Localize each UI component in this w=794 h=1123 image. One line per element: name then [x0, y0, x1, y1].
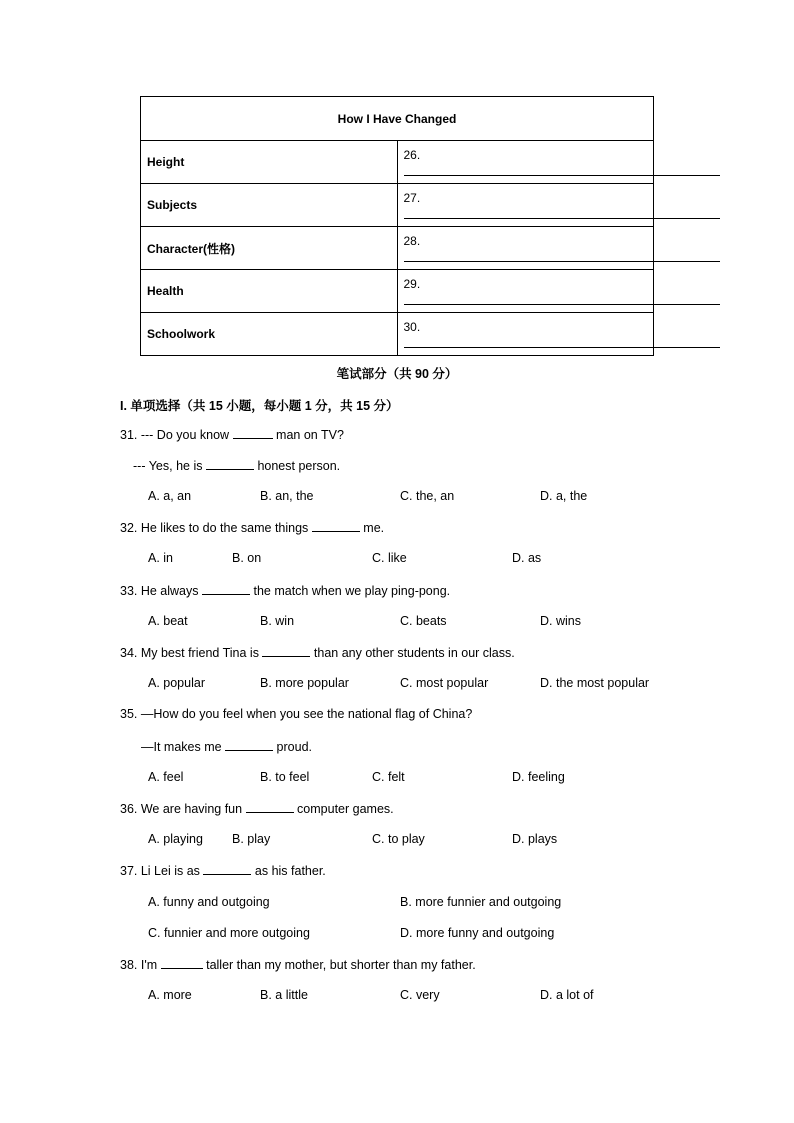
option-c[interactable]: C. beats: [400, 614, 447, 628]
question-text: man on TV?: [276, 428, 344, 442]
question-34: [120, 645, 515, 660]
table-row: [141, 227, 654, 270]
option-b[interactable]: B. play: [232, 832, 271, 846]
option-c[interactable]: C. the, an: [400, 489, 455, 503]
option-b[interactable]: B. an, the: [260, 489, 314, 503]
question-text: 36. We are having fun: [120, 802, 243, 816]
item-number: 27.: [403, 191, 421, 205]
option-a[interactable]: A. in: [148, 551, 174, 565]
answer-cell[interactable]: [397, 141, 654, 184]
option-b[interactable]: B. a little: [260, 988, 308, 1002]
item-number: 26.: [403, 148, 421, 162]
option-d[interactable]: D. more funny and outgoing: [400, 926, 555, 940]
table-row: [141, 141, 654, 184]
answer-blank[interactable]: [312, 520, 360, 532]
question-text: than any other students in our class.: [313, 646, 515, 660]
option-d[interactable]: D. a, the: [540, 489, 588, 503]
question-text: 37. Li Lei is as: [120, 864, 200, 878]
answer-blank[interactable]: [404, 163, 720, 176]
answer-blank[interactable]: [225, 739, 273, 751]
option-a[interactable]: A. playing: [148, 832, 203, 846]
row-label: Height: [141, 141, 398, 184]
row-label: Subjects: [141, 184, 398, 227]
option-d[interactable]: D. feeling: [512, 770, 565, 784]
question-text: —It makes me: [141, 740, 222, 754]
option-d[interactable]: D. as: [512, 551, 542, 565]
options-37-row1: [148, 895, 648, 911]
answer-blank[interactable]: [404, 292, 720, 305]
options-37-row2: [148, 926, 648, 942]
question-35: [120, 707, 472, 721]
option-c[interactable]: C. felt: [372, 770, 405, 784]
answer-blank[interactable]: [404, 206, 720, 219]
question-text: as his father.: [254, 864, 326, 878]
option-d[interactable]: D. wins: [540, 614, 581, 628]
question-text: honest person.: [257, 459, 341, 473]
option-c[interactable]: C. most popular: [400, 676, 489, 690]
option-d[interactable]: D. plays: [512, 832, 558, 846]
option-b[interactable]: B. more popular: [260, 676, 349, 690]
option-a[interactable]: A. a, an: [148, 489, 192, 503]
table-title: How I Have Changed: [141, 97, 654, 141]
option-a[interactable]: A. popular: [148, 676, 205, 690]
answer-cell[interactable]: [397, 184, 654, 227]
question-32: [120, 520, 384, 535]
option-d[interactable]: D. the most popular: [540, 676, 650, 690]
question-31-reply: [133, 458, 340, 473]
options-35: [148, 770, 648, 786]
question-text: computer games.: [297, 802, 394, 816]
option-a[interactable]: A. feel: [148, 770, 184, 784]
question-35-reply: [141, 739, 312, 754]
options-32: [148, 551, 648, 567]
question-text: me.: [363, 521, 385, 535]
section-title: 笔试部分（共 90 分）: [336, 367, 458, 381]
answer-blank[interactable]: [233, 427, 273, 439]
question-37: [120, 863, 326, 878]
option-c[interactable]: C. very: [400, 988, 440, 1002]
question-text: proud.: [276, 740, 312, 754]
option-b[interactable]: B. to feel: [260, 770, 310, 784]
question-text: 38. I'm: [120, 958, 158, 972]
item-number: 28.: [403, 234, 421, 248]
answer-cell[interactable]: [397, 270, 654, 313]
answer-blank[interactable]: [404, 335, 720, 348]
answer-blank[interactable]: [161, 957, 203, 969]
item-number: 30.: [403, 320, 421, 334]
row-label: Health: [141, 270, 398, 313]
option-a[interactable]: A. more: [148, 988, 192, 1002]
item-number: 29.: [403, 277, 421, 291]
how-i-have-changed-table: [140, 96, 654, 356]
options-31: [148, 489, 648, 505]
option-b[interactable]: B. win: [260, 614, 295, 628]
answer-blank[interactable]: [404, 249, 720, 262]
answer-blank[interactable]: [246, 801, 294, 813]
option-c[interactable]: C. like: [372, 551, 407, 565]
options-33: [148, 614, 648, 630]
question-text: 33. He always: [120, 584, 199, 598]
question-text: the match when we play ping-pong.: [253, 584, 451, 598]
answer-blank[interactable]: [202, 583, 250, 595]
question-33: [120, 583, 450, 598]
question-text: 34. My best friend Tina is: [120, 646, 259, 660]
table-row: [141, 313, 654, 356]
question-text: 35. —How do you feel when you see the national flag of China?: [120, 707, 473, 721]
options-36: [148, 832, 648, 848]
question-36: [120, 801, 394, 816]
part-title: I. 单项选择（共 15 小题，每小题 1 分，共 15 分）: [120, 399, 399, 413]
option-d[interactable]: D. a lot of: [540, 988, 594, 1002]
question-31: [120, 427, 344, 442]
answer-cell[interactable]: [397, 227, 654, 270]
table-row: [141, 184, 654, 227]
answer-blank[interactable]: [262, 645, 310, 657]
option-c[interactable]: C. to play: [372, 832, 425, 846]
question-text: 31. --- Do you know: [120, 428, 230, 442]
question-text: taller than my mother, but shorter than my father.: [206, 958, 476, 972]
option-a[interactable]: A. funny and outgoing: [148, 895, 270, 909]
answer-cell[interactable]: [397, 313, 654, 356]
table-row: [141, 270, 654, 313]
option-c[interactable]: C. funnier and more outgoing: [148, 926, 310, 940]
options-38: [148, 988, 648, 1004]
question-38: [120, 957, 476, 972]
options-34: [148, 676, 658, 692]
table-header-row: [141, 97, 654, 141]
row-label: Character(性格): [141, 227, 398, 270]
question-text: 32. He likes to do the same things: [120, 521, 309, 535]
answer-blank[interactable]: [206, 458, 254, 470]
option-b[interactable]: B. more funnier and outgoing: [400, 895, 562, 909]
row-label: Schoolwork: [141, 313, 398, 356]
option-a[interactable]: A. beat: [148, 614, 188, 628]
option-b[interactable]: B. on: [232, 551, 262, 565]
answer-blank[interactable]: [203, 863, 251, 875]
question-text: --- Yes, he is: [133, 459, 203, 473]
